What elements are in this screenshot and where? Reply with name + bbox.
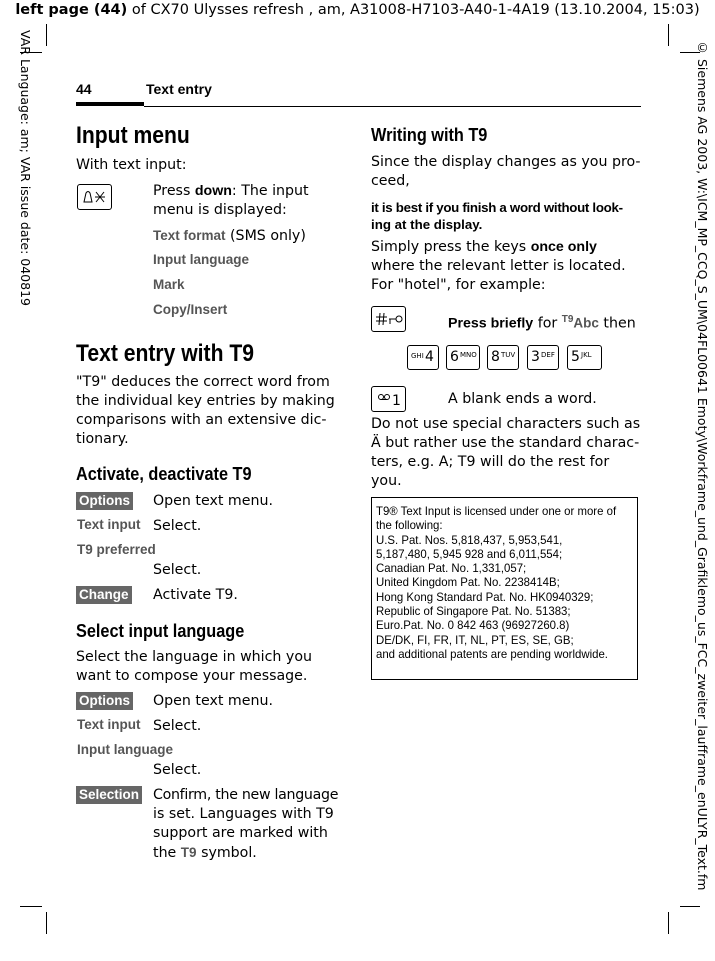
- one-key-icon: [371, 386, 406, 412]
- t9-desc-line2: the individual key entries by making: [76, 393, 335, 409]
- activate-step1-desc: Open text menu.: [153, 493, 273, 509]
- activate-step4-desc: Activate T9.: [153, 587, 238, 603]
- menu-option-mark: Mark: [153, 277, 185, 292]
- lang-step4-line4: [153, 843, 257, 863]
- heading-text-entry-t9: Text entry with T9: [76, 340, 254, 367]
- print-header-page: left page (44): [15, 2, 128, 18]
- heading-input-menu: Input menu: [76, 122, 190, 149]
- key-4-icon: [407, 345, 439, 370]
- side-note-language: VAR Language: am; VAR issue date: 040819: [18, 30, 33, 306]
- press-briefly-line: [448, 310, 636, 334]
- writing-bold-line2: ing at the display.: [371, 217, 483, 232]
- patent-line: DE/DK, FI, FR, IT, NL, PT, ES, SE, GB;: [376, 632, 574, 647]
- special-chars-line1: Do not use special characters such as: [371, 416, 641, 432]
- hash-key-icon: [371, 306, 406, 332]
- crop-mark: [46, 24, 47, 46]
- lang-step4-line1: Confirm, the new language: [153, 787, 339, 803]
- writing-bold-line1: it is best if you finish a word without look-: [371, 200, 623, 215]
- key-digit: 6: [450, 349, 459, 365]
- press-down-line2: menu is displayed:: [153, 202, 287, 218]
- writing-keys-line2: where the relevant letter is located.: [371, 258, 626, 274]
- heading-writing-t9: Writing with T9: [371, 124, 488, 145]
- crop-mark: [46, 912, 47, 934]
- key-8-icon: [487, 345, 519, 370]
- t9-sup: T9: [561, 314, 574, 325]
- key-3-icon: [527, 345, 559, 370]
- lang-step3-desc: Select.: [153, 762, 202, 778]
- print-header-rest: of CX70 Ulysses refresh , am, A31008-H7103-A40-1-4A19 (13.10.2004, 15:03): [127, 2, 700, 18]
- t9-desc-line4: tionary.: [76, 431, 129, 447]
- patent-line: Hong Kong Standard Pat. No. HK0940329;: [376, 589, 594, 604]
- print-header: [0, 2, 715, 18]
- patent-line: U.S. Pat. Nos. 5,818,437, 5,953,541,: [376, 532, 563, 547]
- input-menu-intro: With text input:: [76, 157, 187, 173]
- special-chars-line3: ters, e.g. A; T9 will do the rest for: [371, 454, 610, 470]
- press-rest: : The input: [231, 183, 309, 199]
- crop-mark: [20, 906, 42, 907]
- menu-option-input-language: Input language: [153, 252, 249, 267]
- for-label: for: [533, 315, 562, 332]
- crop-mark: [668, 24, 669, 46]
- patent-line: Canadian Pat. No. 1,331,057;: [376, 561, 527, 576]
- t9-symbol-pre: the: [153, 845, 181, 861]
- lang-step2-desc: Select.: [153, 718, 202, 734]
- t9-desc-line1: "T9" deduces the correct word from: [76, 374, 330, 390]
- t9-symbol-post: symbol.: [196, 845, 257, 861]
- heading-activate-t9: Activate, deactivate T9: [76, 463, 252, 484]
- t9-preferred-item: T9 preferred: [77, 542, 156, 557]
- writing-keys-line1: [371, 238, 597, 257]
- input-language-item: Input language: [77, 742, 173, 757]
- side-note-copyright: © Siemens AG 2003, W:\ICM_MP_CCQ_S_UM\04FL00641 Emoty\Workframe_und_Grafiklemo_us_FCC_zweiter_laufframe_enULYR_Text.fm: [695, 40, 710, 891]
- writing-desc-line2: ceed,: [371, 173, 410, 189]
- key-letters: DEF: [541, 351, 555, 359]
- patent-line: the following:: [376, 518, 443, 533]
- patent-line: Republic of Singapore Pat. No. 51383;: [376, 604, 571, 619]
- t9-desc-line3: comparisons with an extensive dic-: [76, 412, 327, 428]
- activate-step3-desc: Select.: [153, 562, 202, 578]
- key-letters: MNO: [460, 351, 477, 359]
- header-rule-thick: [76, 102, 144, 106]
- blank-ends-word: A blank ends a word.: [448, 391, 597, 407]
- key-digit: 4: [425, 349, 434, 365]
- patent-notice-box: [371, 497, 638, 680]
- patent-line: and additional patents are pending worldwide.: [376, 646, 608, 661]
- patent-line: T9® Text Input is licensed under one or more of: [376, 504, 617, 518]
- text-input-item: Text input: [77, 717, 141, 732]
- keys-pre: Simply press the keys: [371, 239, 531, 255]
- t9-symbol: T9: [180, 845, 197, 860]
- star-key-icon: [77, 184, 112, 210]
- key-digit: 5: [571, 349, 580, 365]
- writing-keys-line3: For "hotel", for example:: [371, 277, 546, 293]
- press-label: Press: [153, 183, 195, 199]
- activate-step2-desc: Select.: [153, 518, 202, 534]
- options-softkey[interactable]: Options: [76, 492, 133, 510]
- key-6-icon: [446, 345, 480, 370]
- change-softkey[interactable]: Change: [76, 586, 132, 604]
- section-title: Text entry: [146, 81, 212, 97]
- lang-step4-line3: support are marked with: [153, 825, 328, 841]
- lang-desc-line2: want to compose your message.: [76, 668, 308, 684]
- once-only: once only: [530, 239, 597, 255]
- special-chars-line4: you.: [371, 473, 402, 489]
- crop-mark: [668, 912, 669, 934]
- key-letters: GHI: [411, 352, 424, 360]
- header-rule: [144, 106, 641, 107]
- key-letters: TUV: [501, 351, 516, 359]
- lang-desc-line1: Select the language in which you: [76, 649, 312, 665]
- text-input-item: Text input: [77, 517, 141, 532]
- writing-desc-line1: Since the display changes as you pro-: [371, 154, 641, 170]
- svg-text:1: 1: [392, 393, 401, 409]
- patent-line: United Kingdom Pat. No. 2238414B;: [376, 575, 560, 590]
- heading-select-language: Select input language: [76, 620, 245, 641]
- options-softkey[interactable]: Options: [76, 692, 133, 710]
- down-label: down: [194, 183, 232, 199]
- patent-line: 5,187,480, 5,945 928 and 6,011,554;: [376, 546, 563, 561]
- option-label: Text format: [153, 228, 226, 243]
- patent-line: Euro.Pat. No. 0 842 463 (96927260.8): [376, 618, 570, 633]
- page-number: 44: [76, 81, 92, 97]
- press-down-text: [153, 182, 309, 201]
- menu-option-copy-insert: Copy/Insert: [153, 302, 228, 317]
- special-chars-line2: Ä but rather use the standard charac-: [371, 435, 640, 451]
- key-digit: 8: [491, 349, 500, 365]
- lang-step4-line2: is set. Languages with T9: [153, 806, 334, 822]
- then-label: then: [598, 315, 636, 332]
- key-letters: JKL: [581, 351, 592, 359]
- option-suffix: (SMS only): [225, 228, 306, 244]
- key-5-icon: [567, 345, 602, 370]
- menu-option-text-format: [153, 226, 306, 246]
- t9abc-mode: Abc: [573, 315, 599, 331]
- press-briefly: Press briefly: [448, 315, 534, 332]
- selection-softkey[interactable]: Selection: [76, 786, 142, 804]
- lang-step1-desc: Open text menu.: [153, 693, 273, 709]
- key-digit: 3: [531, 349, 540, 365]
